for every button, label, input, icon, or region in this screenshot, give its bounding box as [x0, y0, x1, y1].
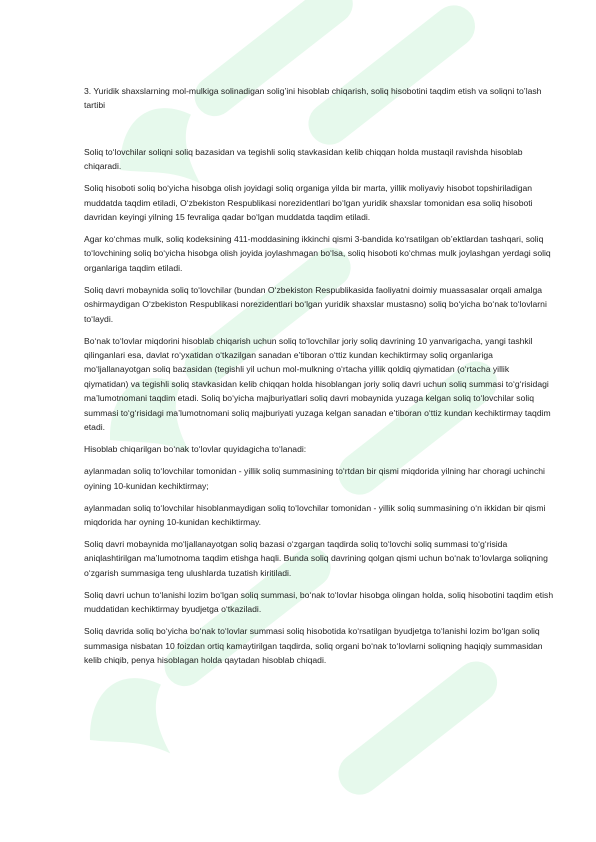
- paragraph: Bo‘nak to‘lovlar miqdorini hisoblab chiqarish uchun soliq to‘lovchilar joriy soliq davrining 10 yanvarigacha, yangi tashkil qilinganlari esa, davlat ro‘yxatidan o‘tkazilgan sanadan e’tiboran o‘ttiz kundan kechiktirmay soliq organlariga mo‘ljallanayotgan soliq bazasidan (tegishli yil uchun mol-mulkning o‘rtacha yillik qoldiq qiymatidan (o‘rtacha yillik qiymatidan) va tegishli soliq stavkasidan kelib chiqqan holda hisoblangan joriy soliq davri uchun soliq summasi to‘g‘risidagi ma’lumotnomani taqdim etadi. Soliq bo‘yicha majburiyatlari soliq davri mobaynida yuzaga kelgan soliq to‘lovchilar soliq summasi to‘g‘risidagi ma’lumotnomani soliq majburiyati yuzaga kelgan sanadan e’tiboran o‘ttiz kundan kechiktirmay taqdim etadi.: [84, 335, 551, 433]
- paragraph: Agar ko‘chmas mulk, soliq kodeksining 411-moddasining ikkinchi qismi 3-bandida ko‘rsatilgan ob’ektlardan tashqari, soliq to‘lovchining soliq bo‘yicha hisobga olish joyida joylashmagan bo‘lsa, soliq hisoboti ko‘chmas mulk joylashgan yerdagi soliq organlariga taqdim etiladi.: [84, 234, 551, 273]
- paragraph: Soliq davri mobaynida soliq to‘lovchilar (bundan O‘zbekiston Respublikasida faoliyatni doimiy muassasalar orqali amalga oshirmaydigan O‘zbekiston Respublikasi norezidentlari bo‘lgan yuridik shaxslar mustasno) soliq bo‘yicha bo‘nak to‘lovlarni to‘laydi.: [84, 284, 547, 324]
- paragraph: aylanmadan soliq to‘lovchilar hisoblanmaydigan soliq to‘lovchilar tomonidan - yillik soliq summasining o‘n ikkidan bir qismi miqdorida har oyning 10-kunidan kechiktirmay.: [84, 502, 546, 527]
- paragraph: aylanmadan soliq to‘lovchilar tomonidan - yillik soliq summasining to‘rtdan bir qismi miqdorida yilning har choragi uchinchi oyining 10-kunidan kechiktirmay;: [84, 466, 545, 491]
- paragraph: Soliq davrida soliq bo‘yicha bo‘nak to‘lovlar summasi soliq hisobotida ko‘rsatilgan byudjetga to‘lanishi lozim bo‘lgan soliq summasiga nisbatan 10 foizdan ortiq kamaytirilgan taqdirda, soliq organi bo‘nak to‘lovlarni soliqning haqiqiy summasidan kelib chiqib, penya hisoblagan holda qaytadan hisoblab chiqadi.: [84, 626, 543, 665]
- paragraph: Soliq to‘lovchilar soliqni soliq bazasidan va tegishli soliq stavkasidan kelib chiqqan holda mustaqil ravishda hisoblab chiqaradi.: [84, 146, 523, 172]
- paragraph: Soliq hisoboti soliq bo‘yicha hisobga olish joyidagi soliq organiga yilda bir marta, yillik moliyaviy hisobot topshiriladigan muddatda taqdim etiladi, O‘zbekiston Respublikasi norezidentlari bo‘lgan yuridik shaxslar tomonidan esa soliq hisoboti davridan keyingi yilning 15 fevraliga qadar bo‘lgan muddatda taqdim etiladi.: [84, 183, 533, 223]
- paragraph: Hisoblab chiqarilgan bo‘nak to‘lovlar quyidagicha to‘lanadi:: [84, 444, 307, 455]
- document-body: [84, 84, 554, 675]
- paragraph: Soliq davri mobaynida mo‘ljallanayotgan soliq bazasi o‘zgargan taqdirda soliq to‘lovchi soliq summasi to‘g‘risida aniqlashtirilgan ma’lumotnoma taqdim etishga haqli. Bunda soliq davrining qolgan qismi uchun bo‘nak to‘lovlarga soliqning o‘zgarish summasiga teng ulushlarda tuzatish kiritiladi.: [84, 538, 548, 578]
- section-heading: 3. Yuridik shaxslarning mol-mulkiga solinadigan solig’ini hisoblab chiqarish, soliq hisobotini taqdim etish va soliqni to’lash tartibi: [84, 86, 542, 111]
- paragraph: Soliq davri uchun to‘lanishi lozim bo‘lgan soliq summasi, bo‘nak to‘lovlar hisobga olingan holda, soliq hisobotini taqdim etish muddatidan kechiktirmay byudjetga o‘tkaziladi.: [84, 589, 554, 615]
